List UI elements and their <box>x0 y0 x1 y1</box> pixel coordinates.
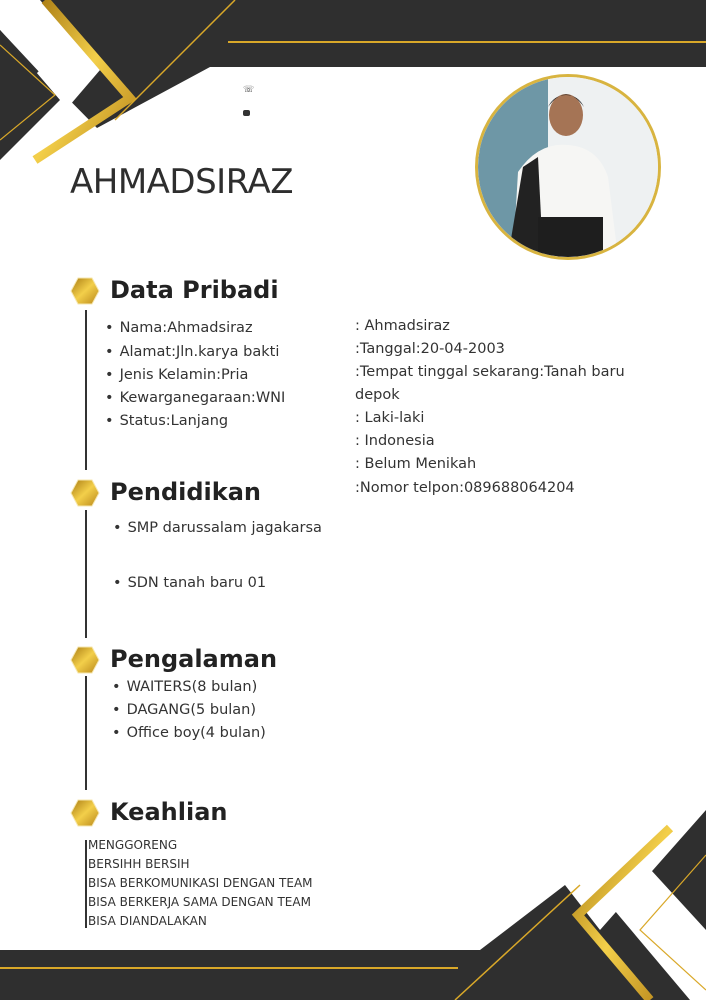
personal-item: • Alamat:Jln.karya bakti <box>105 344 279 360</box>
personal-item: • Status:Lanjang <box>105 413 228 429</box>
section-title-data-pribadi: Data Pribadi <box>110 276 279 304</box>
hexagon-icon <box>70 479 100 507</box>
education-item: • SMP darussalam jagakarsa <box>113 520 322 536</box>
timeline-line <box>85 676 87 790</box>
profile-photo <box>475 74 661 260</box>
personal-item: • Kewarganegaraan:WNI <box>105 390 285 406</box>
candidate-name: AHMADSIRAZ <box>70 162 294 202</box>
personal-value: :Tempat tinggal sekarang:Tanah baru <box>355 364 625 380</box>
skill-item: BERSIHH BERSIH <box>88 857 190 871</box>
timeline-line <box>85 310 87 470</box>
timeline-line <box>85 840 87 928</box>
experience-item: • Office boy(4 bulan) <box>112 725 266 741</box>
personal-value: : Belum Menikah <box>355 456 477 472</box>
personal-value: :Nomor telpon:089688064204 <box>355 480 575 496</box>
personal-value: depok <box>355 387 400 403</box>
skill-item: BISA DIANDALAKAN <box>88 914 207 928</box>
skill-item: BISA BERKERJA SAMA DENGAN TEAM <box>88 895 311 909</box>
hexagon-icon <box>70 646 100 674</box>
education-item: • SDN tanah baru 01 <box>113 575 266 591</box>
personal-value: : Ahmadsiraz <box>355 318 450 334</box>
experience-item: • WAITERS(8 bulan) <box>112 679 257 695</box>
section-title-keahlian: Keahlian <box>110 798 228 826</box>
email-icon <box>243 110 250 116</box>
skill-item: MENGGORENG <box>88 838 178 852</box>
phone-icon: ☏ <box>243 85 255 95</box>
personal-value: : Laki-laki <box>355 410 425 426</box>
experience-item: • DAGANG(5 bulan) <box>112 702 256 718</box>
personal-value: : Indonesia <box>355 433 435 449</box>
skill-item: BISA BERKOMUNIKASI DENGAN TEAM <box>88 876 313 890</box>
section-title-pengalaman: Pengalaman <box>110 645 278 673</box>
personal-item: • Nama:Ahmadsiraz <box>105 320 253 336</box>
timeline-line <box>85 510 87 638</box>
personal-item: • Jenis Kelamin:Pria <box>105 367 248 383</box>
personal-value: :Tanggal:20-04-2003 <box>355 341 505 357</box>
hexagon-icon <box>70 277 100 305</box>
section-title-pendidikan: Pendidikan <box>110 478 262 506</box>
hexagon-icon <box>70 799 100 827</box>
